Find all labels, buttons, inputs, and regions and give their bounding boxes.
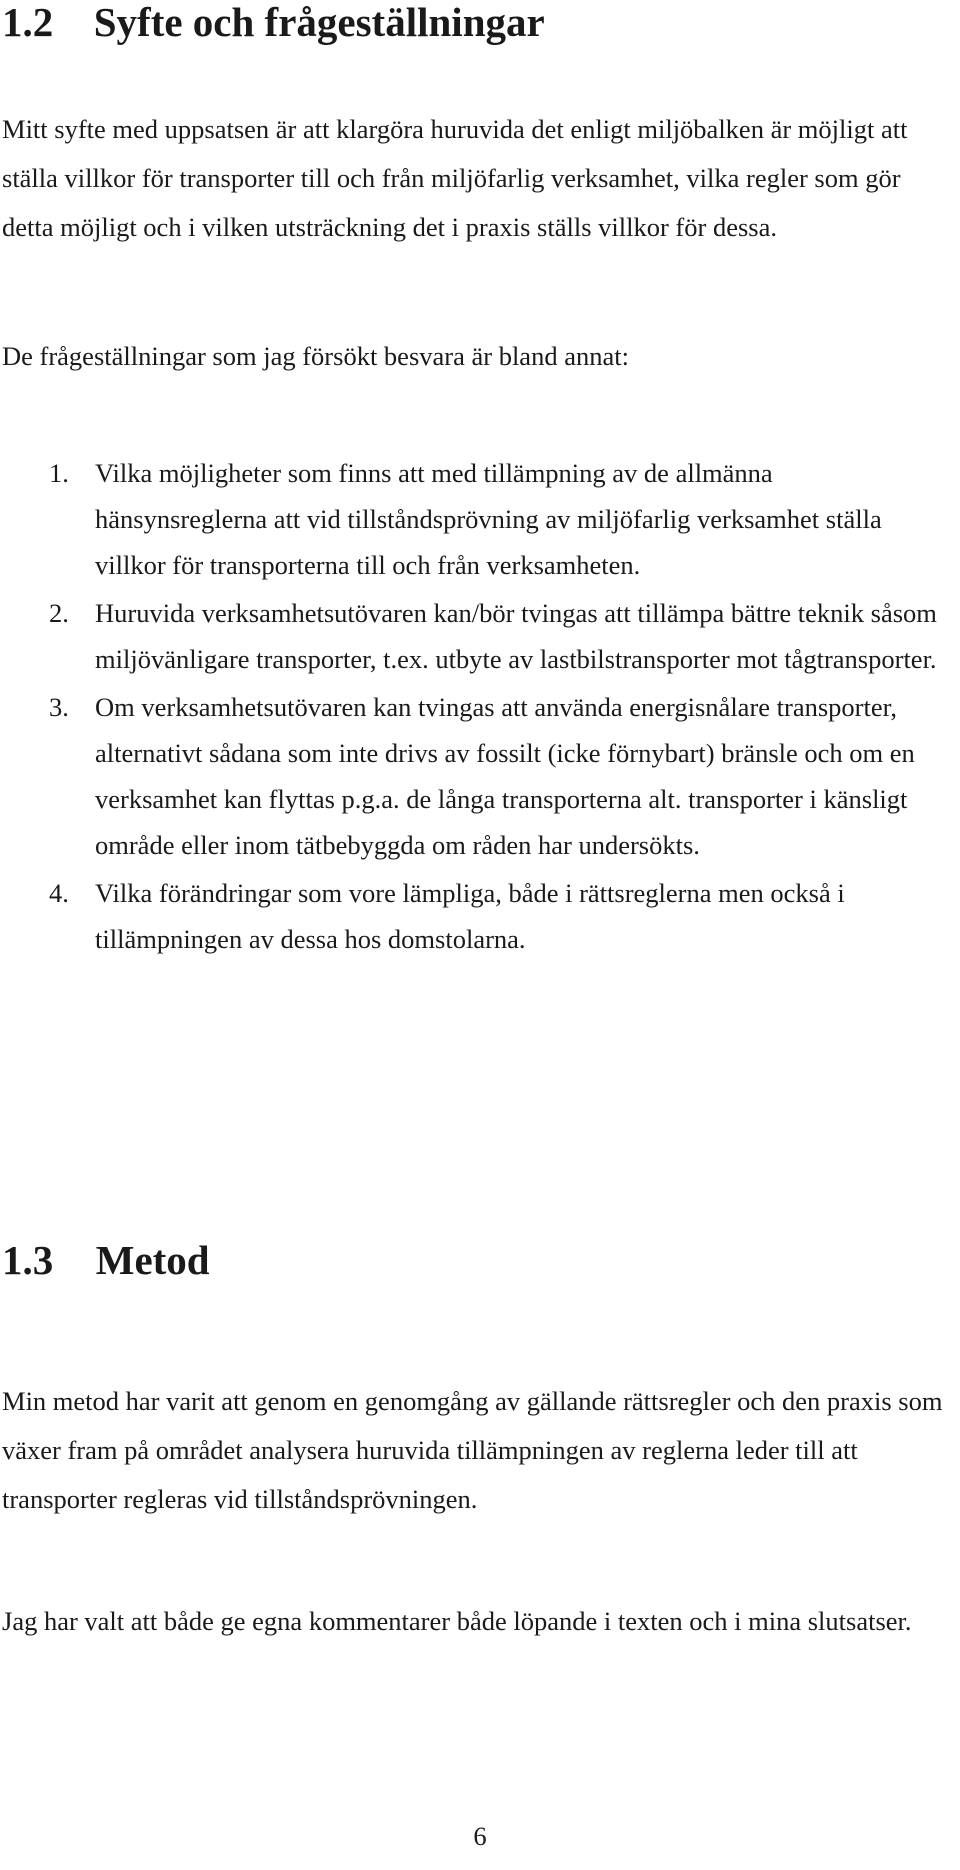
section-number: 1.2 xyxy=(2,0,54,45)
list-item-text: Vilka möjligheter som finns att med tillämpning av de allmänna hänsynsreglerna att vid tillståndsprövning av miljöfarlig verksamhet ställa villkor för transporterna till och från verksamheten. xyxy=(95,458,882,580)
page-number: 6 xyxy=(473,1821,487,1851)
section-title: Syfte och frågeställningar xyxy=(93,0,545,45)
list-item-text: Huruvida verksamhetsutövaren kan/bör tvingas att tillämpa bättre teknik såsom miljövänligare transporter, t.ex. utbyte av lastbilstransporter mot tågtransporter. xyxy=(95,598,937,674)
method-paragraph: Min metod har varit att genom en genomgång av gällande rättsregler och den praxis som växer fram på området analysera huruvida tillämpningen av reglerna leder till att transporter regleras vid tillståndsprövningen. xyxy=(2,1386,943,1514)
section-number: 1.3 xyxy=(2,1237,54,1283)
comments-paragraph: Jag har valt att både ge egna kommentarer både löpande i texten och i mina slutsatser. xyxy=(2,1606,912,1636)
list-item xyxy=(49,450,939,588)
list-item-number: 4. xyxy=(49,878,69,908)
list-item-number: 3. xyxy=(49,692,69,722)
list-item-number: 2. xyxy=(49,598,69,628)
section-title: Metod xyxy=(95,1237,210,1283)
list-item xyxy=(49,870,939,962)
questions-list xyxy=(49,450,939,964)
questions-intro: De frågeställningar som jag försökt besvara är bland annat: xyxy=(2,341,629,371)
list-item-text: Om verksamhetsutövaren kan tvingas att använda energisnålare transporter, alternativt sådana som inte drivs av fossilt (icke förnybart) bränsle och om en verksamhet kan flyttas p.g.a. de långa transporterna alt. transporter i känsligt område eller inom tätbebyggda om råden har undersökts. xyxy=(95,692,915,860)
list-item-text: Vilka förändringar som vore lämpliga, både i rättsreglerna men också i tillämpningen av dessa hos domstolarna. xyxy=(95,878,845,954)
list-item xyxy=(49,684,939,868)
section-heading-metod xyxy=(2,1235,210,1285)
list-item xyxy=(49,590,939,682)
list-item-number: 1. xyxy=(49,458,69,488)
purpose-paragraph: Mitt syfte med uppsatsen är att klargöra huruvida det enligt miljöbalken är möjligt att ställa villkor för transporter till och från miljöfarlig verksamhet, vilka regler som gör detta möjligt och i vilken utsträckning det i praxis ställs villkor för dessa. xyxy=(2,114,908,242)
section-heading-syfte xyxy=(2,0,545,47)
